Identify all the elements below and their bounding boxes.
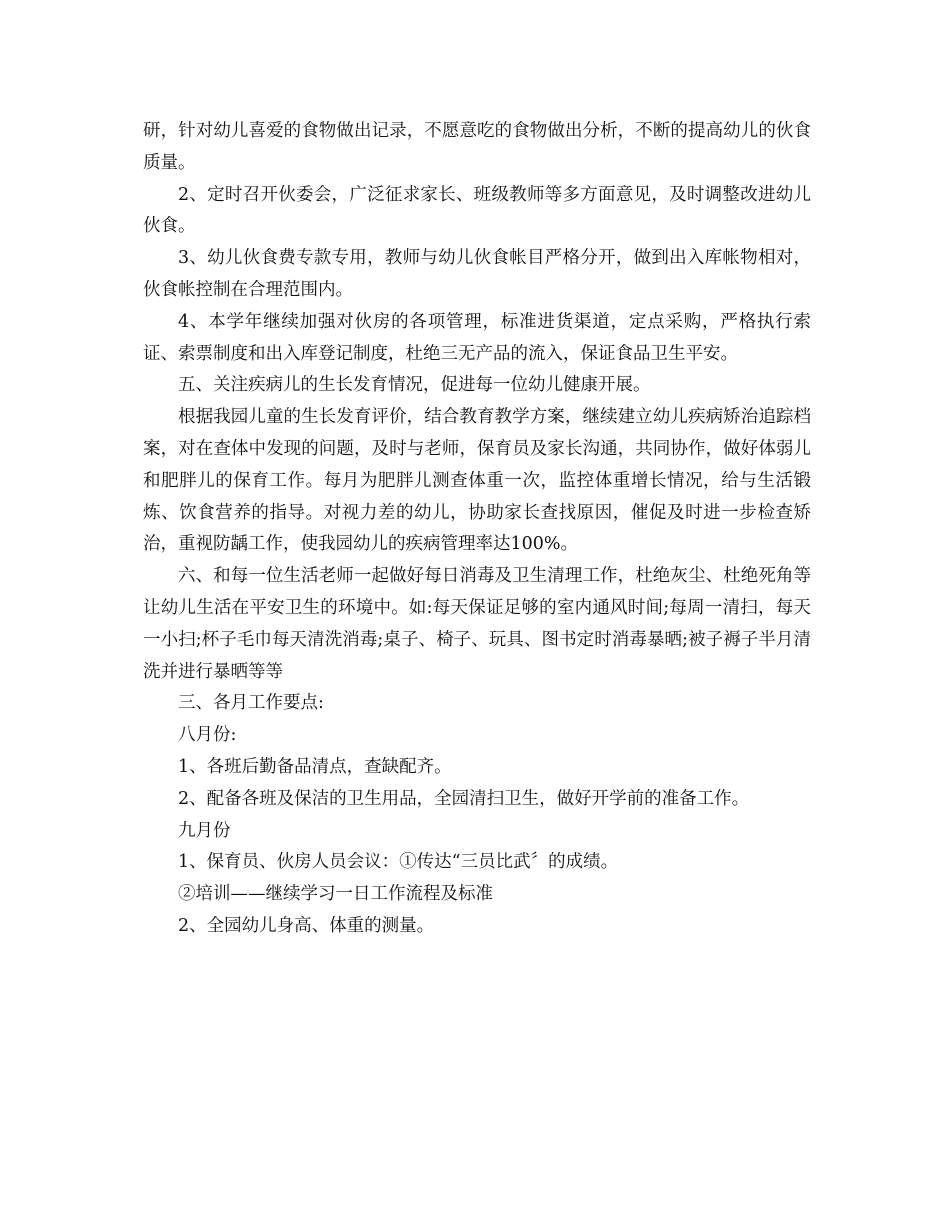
document-body [143, 116, 811, 943]
list-item-september-1: 1、保育员、伙房人员会议：①传达“三员比武〞的成绩。 [178, 852, 619, 873]
paragraph-1: 研，针对幼儿喜爱的食物做出记录，不愿意吃的食物做出分析，不断的提高幼儿的伙食质量。 [143, 121, 811, 173]
month-heading-september: 九月份 [178, 820, 231, 841]
paragraph-7: 六、和每一位生活老师一起做好每日消毒及卫生清理工作，杜绝灰尘、杜绝死角等让幼儿生活在平安卫生的环境中。如:每天保证足够的室内通风时间;每周一清扫，每天一小扫;杯子毛巾每天清洗消毒;桌子、椅子、玩具、图书定时消毒暴晒;被子褥子半月清洗并进行暴晒等等 [143, 566, 811, 682]
paragraph-6: 根据我园儿童的生长发育评价，结合教育教学方案，继续建立幼儿疾病矫治追踪档案，对在查体中发现的问题，及时与老师，保育员及家长沟通，共同协作，做好体弱儿和肥胖儿的保育工作。每月为肥胖儿测查体重一次，监控体重增长情况，给与生活锻炼、饮食营养的指导。对视力差的幼儿，协助家长查找原因，催促及时进一步检查矫治，重视防龋工作，使我园幼儿的疾病管理率达100%。 [143, 407, 811, 555]
list-item-september-training: ②培训——继续学习一日工作流程及标准 [178, 884, 493, 905]
list-item-august-1: 1、各班后勤备品清点，查缺配齐。 [178, 756, 452, 777]
paragraph-4: 4、本学年继续加强对伙房的各项管理，标准进货渠道，定点采购，严格执行索证、索票制度和出入库登记制度，杜绝三无产品的流入，保证食品卫生平安。 [143, 311, 811, 364]
month-heading-august: 八月份: [178, 725, 237, 746]
section-heading-3: 三、各月工作要点: [178, 693, 324, 714]
paragraph-2: 2、定时召开伙委会，广泛征求家长、班级教师等多方面意见，及时调整改进幼儿伙食。 [143, 184, 811, 237]
section-heading-5: 五、关注疾病儿的生长发育情况，促进每一位幼儿健康开展。 [178, 375, 651, 396]
list-item-september-2: 2、全园幼儿身高、体重的测量。 [178, 915, 435, 936]
paragraph-3: 3、幼儿伙食费专款专用，教师与幼儿伙食帐目严格分开，做到出入库帐物相对，伙食帐控制在合理范围内。 [143, 248, 811, 300]
list-item-august-2: 2、配备各班及保洁的卫生用品，全园清扫卫生，做好开学前的准备工作。 [178, 788, 750, 809]
